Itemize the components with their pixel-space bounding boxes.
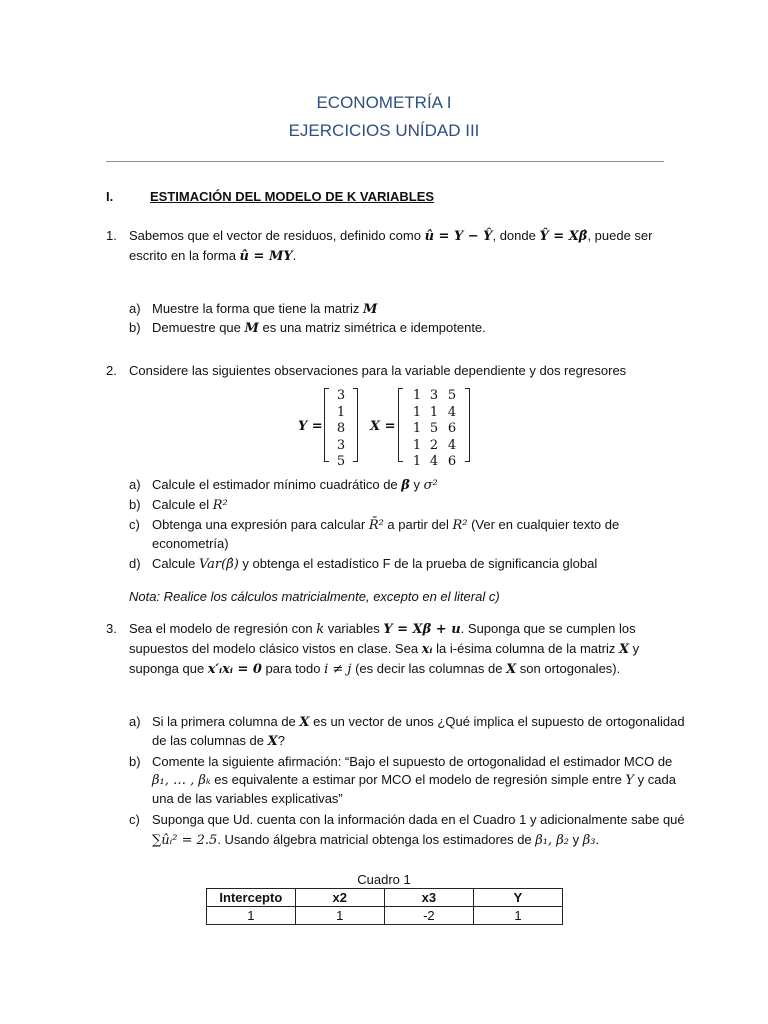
- q1-b-label: b): [129, 320, 141, 335]
- q3-b-label: b): [129, 754, 141, 769]
- q1-number: 1.: [106, 228, 117, 243]
- q2-d-text: Calcule Var(β̂) y obtenga el estadístico F de la prueba de significancia global: [152, 556, 598, 572]
- table-cell: 1: [295, 907, 384, 925]
- q2-b-text: Calcule el R²: [152, 497, 228, 513]
- q3-line1: Sea el modelo de regresión con k variables Y = Xβ + u. Suponga que se cumplen los: [129, 621, 636, 637]
- section-title: ESTIMACIÓN DEL MODELO DE K VARIABLES: [150, 189, 435, 204]
- table-header-row: [207, 889, 563, 907]
- q2-a-text: Calcule el estimador mínimo cuadrático de β y σ²: [152, 477, 438, 493]
- q1-line1: Sabemos que el vector de residuos, definido como û = Y − Ŷ, donde Ŷ = Xβ̂, puede ser: [129, 228, 653, 244]
- y-values: 3 1 8 3 5: [336, 388, 346, 469]
- q2-c-text-cont: econometría): [152, 536, 229, 551]
- q1-a-label: a): [129, 301, 141, 316]
- q1-b-text: Demuestre que M es una matriz simétrica e idempotente.: [152, 320, 486, 336]
- y-matrix: [324, 388, 358, 469]
- table-cell: 1: [207, 907, 296, 925]
- table-cell: 1: [473, 907, 562, 925]
- title-divider: [106, 161, 664, 162]
- section-number: I.: [106, 189, 114, 204]
- table-header-cell: x2: [295, 889, 384, 907]
- q2-d-label: d): [129, 556, 141, 571]
- q2-b-label: b): [129, 497, 141, 512]
- table-header-cell: Y: [473, 889, 562, 907]
- q3-a-label: a): [129, 714, 141, 729]
- x-column-1: 1 1 1 1 1: [412, 388, 422, 469]
- q3-c-line1: Suponga que Ud. cuenta con la información dada en el Cuadro 1 y adicionalmente sabe qué: [152, 812, 685, 827]
- x-column-2: 3 1 5 2 4: [429, 388, 439, 469]
- q3-a-line1: Si la primera columna de X es un vector de unos ¿Qué implica el supuesto de ortogonalidad: [152, 714, 685, 730]
- q2-note: Nota: Realice los cálculos matricialmente, excepto en el literal c): [129, 589, 500, 604]
- q3-line2: supuestos del modelo clásico vistos en clase. Sea xᵢ la i-ésima columna de la matriz X y: [129, 641, 640, 657]
- q3-b-line1: Comente la siguiente afirmación: “Bajo el supuesto de ortogonalidad el estimador MCO de: [152, 754, 673, 769]
- table-header-cell: Intercepto: [207, 889, 296, 907]
- y-matrix-label: Y =: [298, 419, 323, 434]
- x-matrix: [398, 388, 470, 469]
- table-row: [207, 907, 563, 925]
- q1-line2: escrito en la forma û = MY.: [129, 248, 297, 264]
- table-caption: Cuadro 1: [357, 872, 411, 887]
- x-column-3: 5 4 6 4 6: [447, 388, 457, 469]
- q2-number: 2.: [106, 363, 117, 378]
- table-header-cell: x3: [384, 889, 473, 907]
- q3-c-line2: ∑ûᵢ² = 2.5. Usando álgebra matricial obtenga los estimadores de β₁, β₂ y β₃.: [152, 832, 600, 848]
- q3-a-line2: de las columnas de X?: [152, 733, 285, 749]
- q3-line3: suponga que x′ᵢxᵢ = 0 para todo i ≠ j (es decir las columnas de X son ortogonales).: [129, 661, 621, 677]
- q3-number: 3.: [106, 621, 117, 636]
- data-table: [206, 888, 563, 925]
- q2-intro: Considere las siguientes observaciones para la variable dependiente y dos regresores: [129, 363, 627, 378]
- x-matrix-label: X =: [370, 419, 396, 434]
- q3-b-line3: una de las variables explicativas”: [152, 791, 343, 806]
- q2-c-label: c): [129, 517, 140, 532]
- q2-a-label: a): [129, 477, 141, 492]
- q3-c-label: c): [129, 812, 140, 827]
- q1-a-text: Muestre la forma que tiene la matriz M: [152, 301, 378, 317]
- q3-b-line2: β₁, … , βₖ es equivalente a estimar por MCO el modelo de regresión simple entre Y y cada: [152, 772, 676, 788]
- q2-c-text: Obtenga una expresión para calcular R̄² a partir del R² (Ver en cualquier texto de: [152, 517, 620, 533]
- document-title: ECONOMETRÍA I: [316, 93, 452, 112]
- table-cell: -2: [384, 907, 473, 925]
- document-subtitle: EJERCICIOS UNÍDAD III: [288, 121, 480, 140]
